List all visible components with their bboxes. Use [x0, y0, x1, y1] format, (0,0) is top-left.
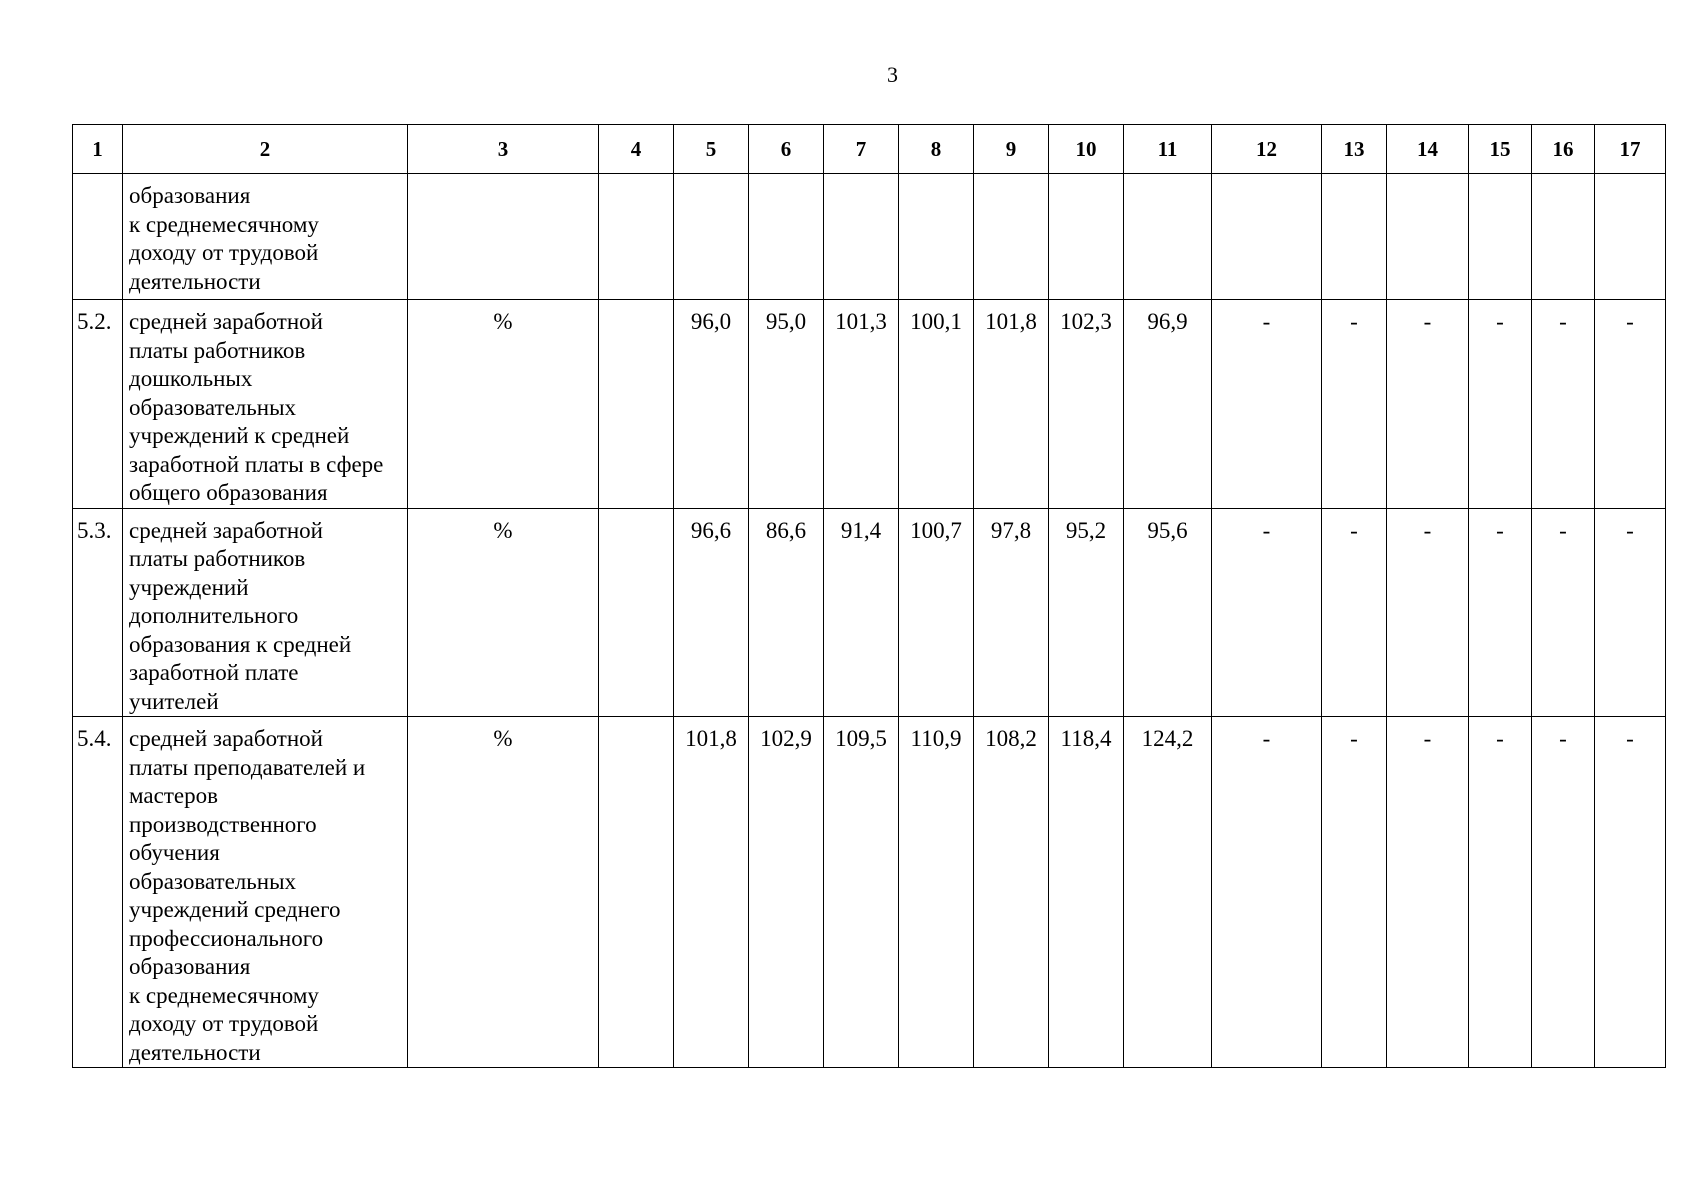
description-line: образования к средней: [129, 631, 352, 657]
value-cell-col-13: -: [1322, 508, 1387, 717]
value-cell-col-10: 118,4: [1049, 717, 1124, 1068]
description-line: средней заработной: [129, 309, 323, 334]
value-cell-col-6: 102,9: [749, 717, 824, 1068]
row-col4-cell: [599, 717, 674, 1068]
description-line: к среднемесячному: [129, 982, 319, 1008]
value-cell-col-10: 95,2: [1049, 508, 1124, 717]
value-cell-col-17: [1595, 174, 1666, 300]
value-cell-col-11: [1124, 174, 1212, 300]
description-line: дошкольных: [129, 366, 253, 391]
header-cell-col-4: 4: [599, 125, 674, 174]
value-cell-col-6: 86,6: [749, 508, 824, 717]
value-cell-col-14: -: [1387, 508, 1469, 717]
header-cell-col-5: 5: [674, 125, 749, 174]
header-cell-col-17: 17: [1595, 125, 1666, 174]
description-line: дополнительного: [129, 603, 299, 628]
value-cell-col-11: 124,2: [1124, 717, 1212, 1068]
row-code-cell: [73, 174, 123, 300]
row-unit-cell: %: [408, 300, 599, 509]
description-line: производственного: [129, 811, 317, 837]
table-row: [73, 717, 1666, 1068]
description-line: мастеров: [129, 783, 218, 808]
value-cell-col-8: [899, 174, 974, 300]
table-body: [73, 125, 1666, 1068]
value-cell-col-15: -: [1469, 717, 1532, 1068]
header-cell-col-15: 15: [1469, 125, 1532, 174]
value-cell-col-7: 101,3: [824, 300, 899, 509]
value-cell-col-10: 102,3: [1049, 300, 1124, 509]
value-cell-col-12: -: [1212, 717, 1322, 1068]
table-header-row: [73, 125, 1666, 174]
row-description-cell: [123, 174, 408, 300]
description-line: доходу от трудовой: [129, 1011, 319, 1036]
description-line: деятельности: [129, 268, 261, 294]
description-line: профессионального: [129, 925, 324, 951]
value-cell-col-13: -: [1322, 300, 1387, 509]
value-cell-col-16: -: [1532, 508, 1595, 717]
header-cell-col-7: 7: [824, 125, 899, 174]
header-cell-col-3: 3: [408, 125, 599, 174]
row-code-cell: 5.2.: [73, 300, 123, 509]
value-cell-col-16: -: [1532, 717, 1595, 1068]
value-cell-col-11: 96,9: [1124, 300, 1212, 509]
header-cell-col-6: 6: [749, 125, 824, 174]
value-cell-col-9: 101,8: [974, 300, 1049, 509]
header-cell-col-11: 11: [1124, 125, 1212, 174]
value-cell-col-5: 96,0: [674, 300, 749, 509]
description-line: образования: [129, 954, 251, 979]
description-line: учителей: [129, 688, 219, 714]
table-row: [73, 300, 1666, 509]
row-code-cell: 5.4.: [73, 717, 123, 1068]
row-col4-cell: [599, 174, 674, 300]
description-line: платы преподавателей и: [129, 754, 366, 780]
indicators-table: [72, 124, 1666, 1068]
value-cell-col-9: [974, 174, 1049, 300]
description-line: доходу от трудовой: [129, 240, 319, 265]
value-cell-col-12: -: [1212, 508, 1322, 717]
value-cell-col-8: 110,9: [899, 717, 974, 1068]
value-cell-col-9: 97,8: [974, 508, 1049, 717]
value-cell-col-9: 108,2: [974, 717, 1049, 1068]
header-cell-col-13: 13: [1322, 125, 1387, 174]
description-line: деятельности: [129, 1039, 261, 1065]
description-line: к среднемесячному: [129, 211, 319, 237]
value-cell-col-15: [1469, 174, 1532, 300]
header-cell-col-8: 8: [899, 125, 974, 174]
description-line: учреждений: [129, 574, 249, 600]
value-cell-col-7: 109,5: [824, 717, 899, 1068]
header-cell-col-9: 9: [974, 125, 1049, 174]
header-cell-col-2: 2: [123, 125, 408, 174]
value-cell-col-16: [1532, 174, 1595, 300]
value-cell-col-8: 100,1: [899, 300, 974, 509]
value-cell-col-10: [1049, 174, 1124, 300]
description-line: заработной платы в сфере: [129, 451, 384, 477]
row-unit-cell: [408, 174, 599, 300]
value-cell-col-17: -: [1595, 300, 1666, 509]
value-cell-col-6: 95,0: [749, 300, 824, 509]
table-row: [73, 174, 1666, 300]
description-line: средней заработной: [129, 517, 323, 543]
description-line: средней заработной: [129, 726, 323, 751]
value-cell-col-12: [1212, 174, 1322, 300]
value-cell-col-6: [749, 174, 824, 300]
value-cell-col-16: -: [1532, 300, 1595, 509]
value-cell-col-13: -: [1322, 717, 1387, 1068]
value-cell-col-7: [824, 174, 899, 300]
row-col4-cell: [599, 300, 674, 509]
header-cell-col-16: 16: [1532, 125, 1595, 174]
value-cell-col-17: -: [1595, 508, 1666, 717]
value-cell-col-14: -: [1387, 717, 1469, 1068]
value-cell-col-14: -: [1387, 300, 1469, 509]
value-cell-col-8: 100,7: [899, 508, 974, 717]
description-line: учреждений среднего: [129, 897, 341, 922]
table-row: [73, 508, 1666, 717]
row-description-cell: [123, 717, 408, 1068]
row-unit-cell: %: [408, 508, 599, 717]
row-description-cell: [123, 508, 408, 717]
value-cell-col-11: 95,6: [1124, 508, 1212, 717]
value-cell-col-7: 91,4: [824, 508, 899, 717]
description-line: образования: [129, 183, 251, 208]
row-unit-cell: %: [408, 717, 599, 1068]
value-cell-col-13: [1322, 174, 1387, 300]
header-cell-col-10: 10: [1049, 125, 1124, 174]
value-cell-col-15: -: [1469, 300, 1532, 509]
value-cell-col-17: -: [1595, 717, 1666, 1068]
description-line: образовательных: [129, 868, 297, 894]
value-cell-col-5: [674, 174, 749, 300]
value-cell-col-15: -: [1469, 508, 1532, 717]
value-cell-col-14: [1387, 174, 1469, 300]
row-col4-cell: [599, 508, 674, 717]
description-line: заработной плате: [129, 660, 299, 685]
value-cell-col-5: 96,6: [674, 508, 749, 717]
row-code-cell: 5.3.: [73, 508, 123, 717]
description-line: учреждений к средней: [129, 423, 350, 448]
description-line: общего образования: [129, 480, 328, 505]
value-cell-col-12: -: [1212, 300, 1322, 509]
row-description-cell: [123, 300, 408, 509]
header-cell-col-12: 12: [1212, 125, 1322, 174]
header-cell-col-1: 1: [73, 125, 123, 174]
description-line: образовательных: [129, 394, 297, 420]
header-cell-col-14: 14: [1387, 125, 1469, 174]
description-line: обучения: [129, 840, 220, 865]
page-number: 3: [887, 62, 898, 87]
value-cell-col-5: 101,8: [674, 717, 749, 1068]
description-line: платы работников: [129, 546, 306, 571]
description-line: платы работников: [129, 337, 306, 363]
